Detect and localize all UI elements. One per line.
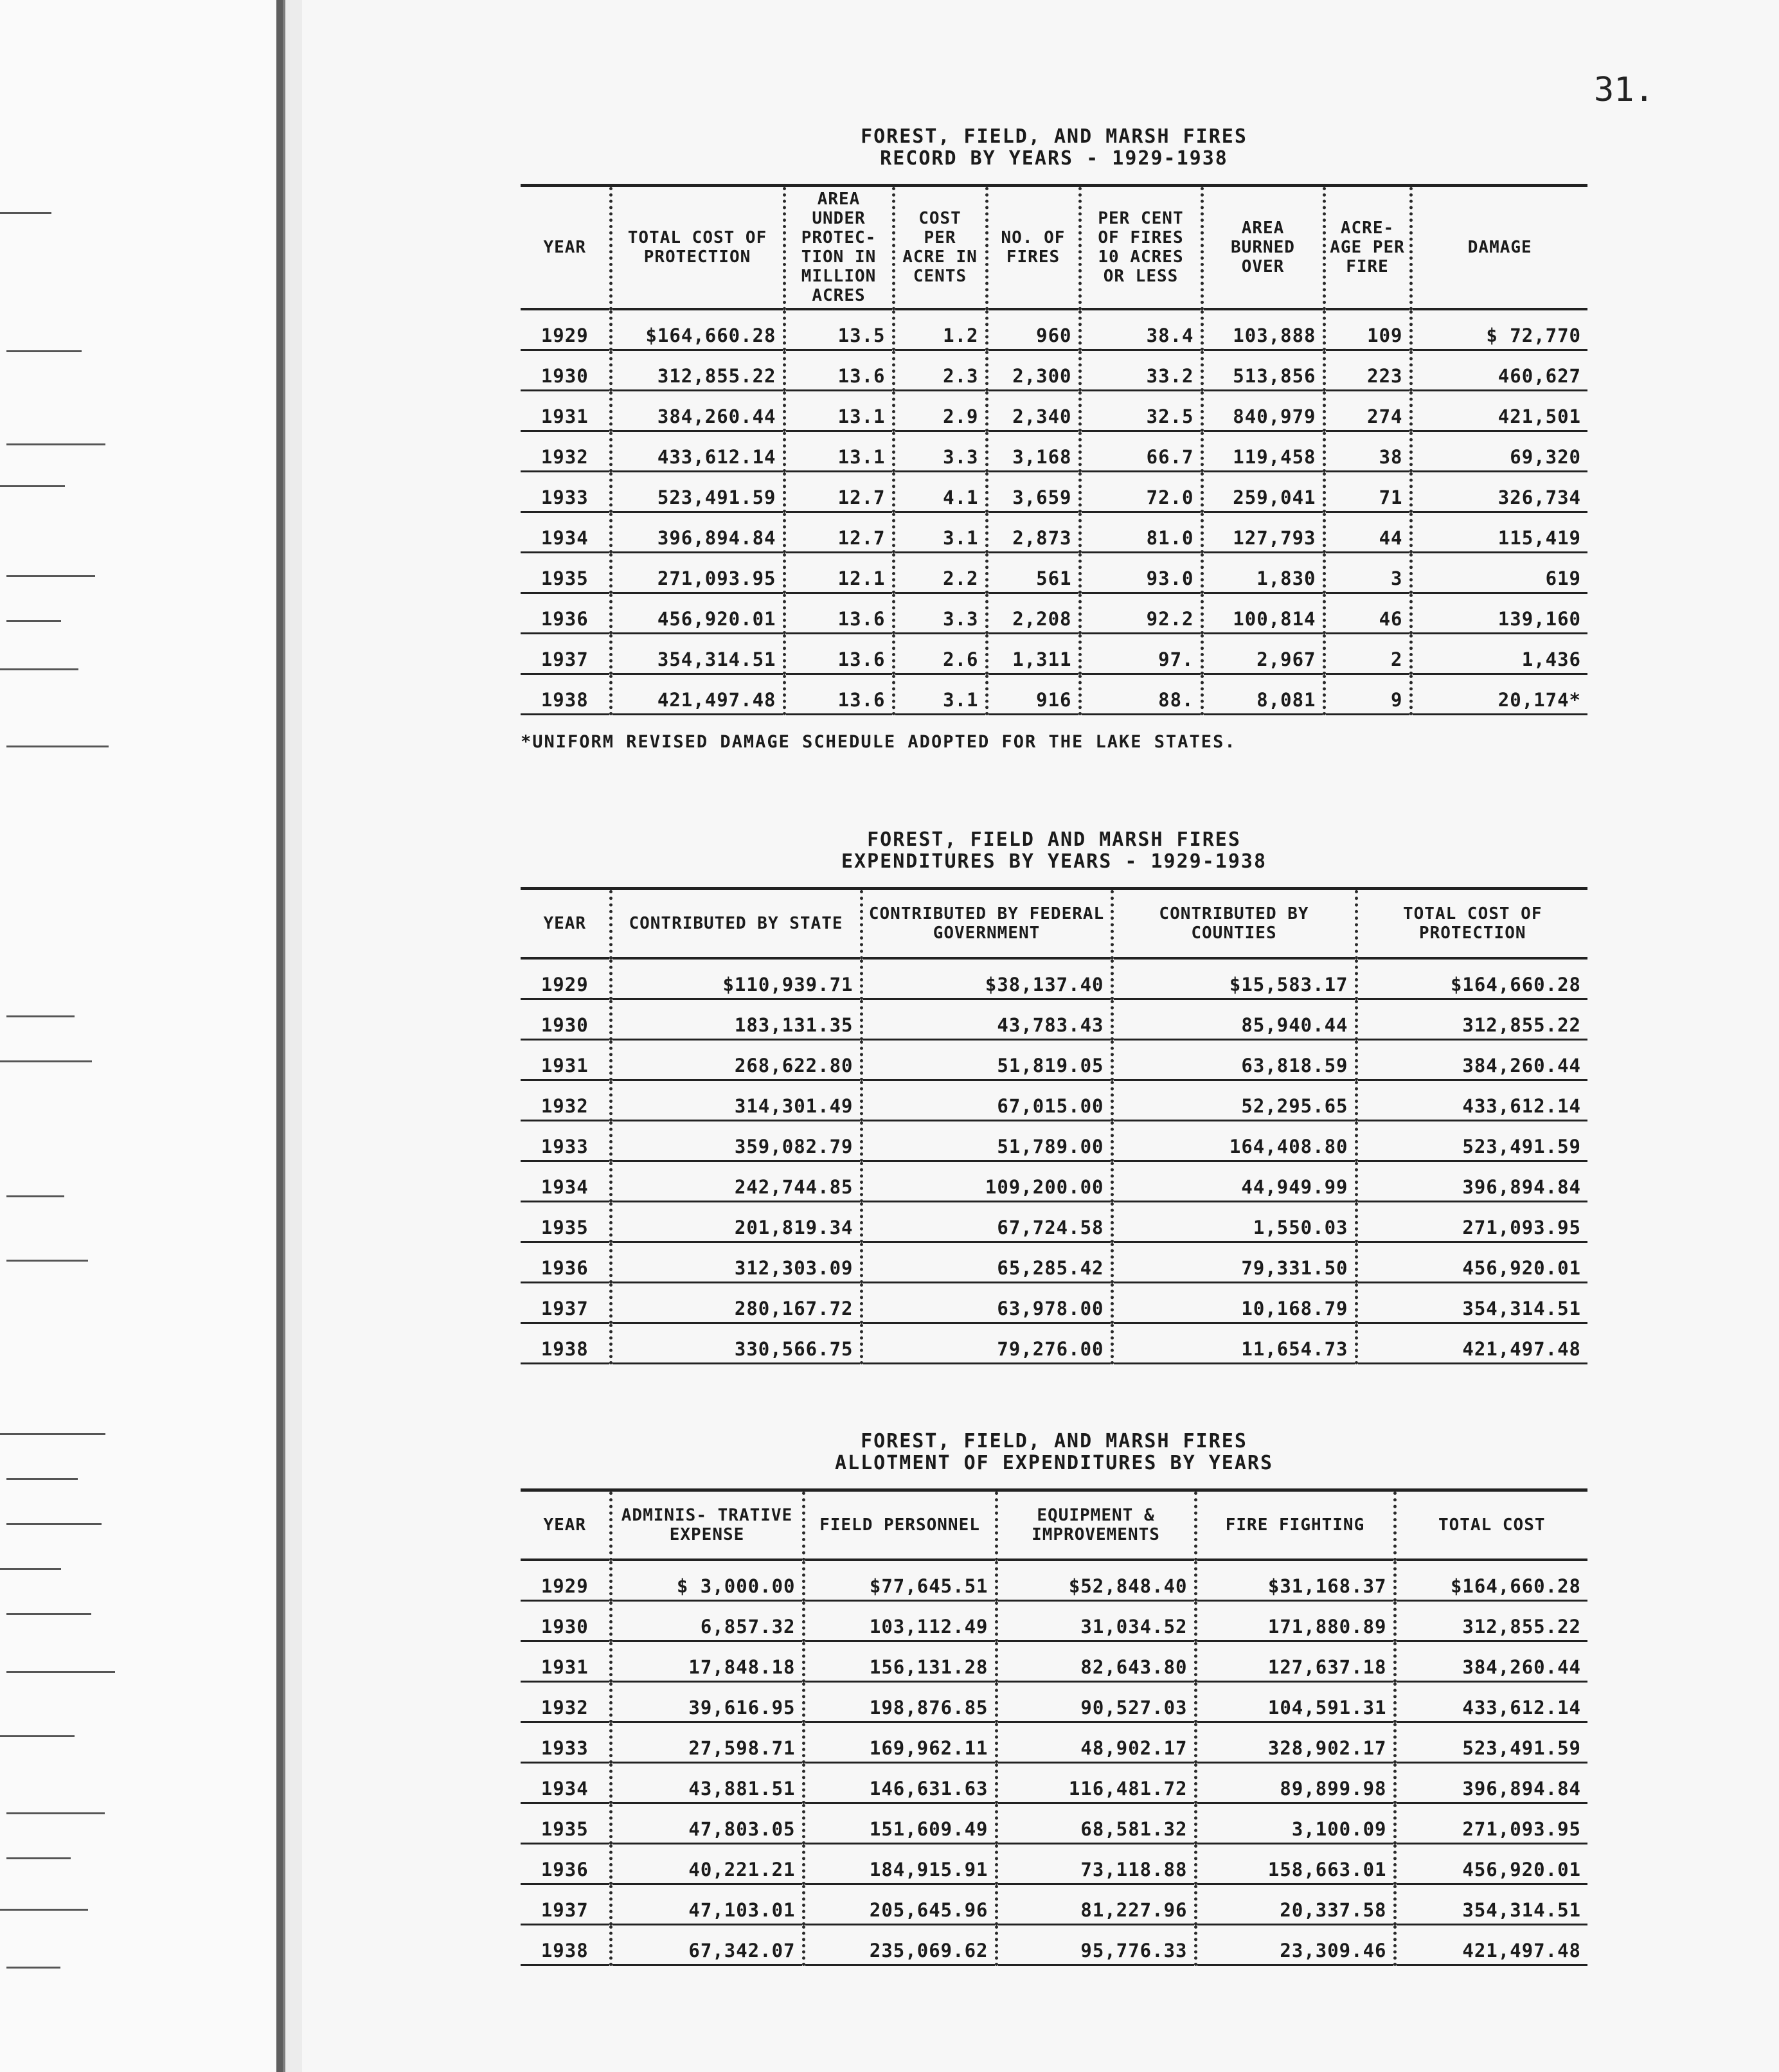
table-row	[521, 958, 1587, 999]
value-cell: 169,962.11	[803, 1722, 996, 1763]
value-cell: 12.1	[784, 553, 893, 593]
value-cell: $77,645.51	[803, 1560, 996, 1601]
value-cell: $ 72,770	[1411, 309, 1587, 350]
value-cell: 89,899.98	[1195, 1763, 1395, 1803]
table-row	[521, 1323, 1587, 1364]
value-cell: 39,616.95	[611, 1682, 803, 1722]
value-cell: 139,160	[1411, 593, 1587, 634]
table-row	[521, 593, 1587, 634]
expenditures-title-line2: EXPENDITURES BY YEARS - 1929-1938	[841, 850, 1267, 873]
value-cell: 460,627	[1411, 350, 1587, 391]
value-cell: 11,654.73	[1112, 1323, 1356, 1364]
value-cell: 268,622.80	[611, 1040, 861, 1080]
expenditures-title-line1: FOREST, FIELD AND MARSH FIRES	[867, 828, 1241, 851]
value-cell: 109	[1324, 309, 1411, 350]
value-cell: 93.0	[1080, 553, 1202, 593]
value-cell: 198,876.85	[803, 1682, 996, 1722]
value-cell: 3,100.09	[1195, 1803, 1395, 1844]
margin-mark	[6, 1671, 115, 1673]
value-cell: 12.7	[784, 512, 893, 553]
value-cell: 156,131.28	[803, 1641, 996, 1682]
value-cell: 3.1	[893, 674, 987, 715]
value-cell: 433,612.14	[1356, 1080, 1587, 1121]
year-cell: 1935	[521, 1803, 611, 1844]
year-cell: 1935	[521, 553, 611, 593]
fire-record-title-line1: FOREST, FIELD, AND MARSH FIRES	[861, 125, 1247, 148]
value-cell: 396,894.84	[611, 512, 784, 553]
margin-mark	[6, 1015, 75, 1017]
value-cell: 116,481.72	[996, 1763, 1195, 1803]
value-cell: 523,491.59	[611, 472, 784, 512]
table2-header-row	[521, 889, 1587, 959]
value-cell: 44,949.99	[1112, 1161, 1356, 1202]
allotment-table	[521, 1488, 1587, 1966]
table-row	[521, 391, 1587, 431]
year-cell: 1936	[521, 1844, 611, 1884]
year-cell: 1935	[521, 1202, 611, 1242]
margin-mark	[0, 212, 51, 214]
allotment-title	[521, 1431, 1587, 1474]
margin-mark	[6, 350, 82, 352]
table-row	[521, 1722, 1587, 1763]
year-cell: 1930	[521, 350, 611, 391]
value-cell: 4.1	[893, 472, 987, 512]
table1-col-header: AREA UNDER PROTEC- TION IN MILLION ACRES	[784, 186, 893, 310]
table1-col-header: TOTAL COST OF PROTECTION	[611, 186, 784, 310]
value-cell: 916	[987, 674, 1080, 715]
table2-col-header: CONTRIBUTED BY COUNTIES	[1112, 889, 1356, 959]
value-cell: 43,881.51	[611, 1763, 803, 1803]
value-cell: 2.9	[893, 391, 987, 431]
year-cell: 1933	[521, 1121, 611, 1161]
value-cell: 235,069.62	[803, 1925, 996, 1965]
value-cell: 69,320	[1411, 431, 1587, 472]
value-cell: 65,285.42	[861, 1242, 1112, 1283]
document-page	[302, 0, 1779, 2072]
value-cell: 73,118.88	[996, 1844, 1195, 1884]
table-row	[521, 1202, 1587, 1242]
value-cell: 561	[987, 553, 1080, 593]
value-cell: 3	[1324, 553, 1411, 593]
year-cell: 1934	[521, 1161, 611, 1202]
value-cell: 92.2	[1080, 593, 1202, 634]
margin-mark	[6, 746, 109, 747]
fire-record-title	[521, 126, 1587, 170]
table3-col-header: ADMINIS- TRATIVE EXPENSE	[611, 1490, 803, 1560]
value-cell: 13.6	[784, 350, 893, 391]
table1-header-row	[521, 186, 1587, 310]
table-row	[521, 553, 1587, 593]
value-cell: $52,848.40	[996, 1560, 1195, 1601]
value-cell: 38	[1324, 431, 1411, 472]
value-cell: 456,920.01	[1356, 1242, 1587, 1283]
value-cell: 354,314.51	[1356, 1283, 1587, 1323]
value-cell: 960	[987, 309, 1080, 350]
expenditures-section	[521, 829, 1587, 1364]
margin-mark	[6, 575, 95, 577]
table-row	[521, 512, 1587, 553]
value-cell: 312,855.22	[1395, 1601, 1587, 1641]
value-cell: 456,920.01	[611, 593, 784, 634]
table-row	[521, 1844, 1587, 1884]
margin-mark	[0, 668, 78, 670]
value-cell: 103,888	[1202, 309, 1324, 350]
value-cell: 3.3	[893, 593, 987, 634]
table3-col-header: YEAR	[521, 1490, 611, 1560]
value-cell: 8,081	[1202, 674, 1324, 715]
value-cell: 38.4	[1080, 309, 1202, 350]
table-row	[521, 350, 1587, 391]
margin-mark	[0, 1735, 75, 1737]
value-cell: 27,598.71	[611, 1722, 803, 1763]
value-cell: 384,260.44	[611, 391, 784, 431]
table-row	[521, 1884, 1587, 1925]
table-row	[521, 999, 1587, 1040]
value-cell: 242,744.85	[611, 1161, 861, 1202]
value-cell: 158,663.01	[1195, 1844, 1395, 1884]
margin-mark	[6, 1613, 91, 1615]
value-cell: 6,857.32	[611, 1601, 803, 1641]
value-cell: 13.1	[784, 391, 893, 431]
value-cell: 104,591.31	[1195, 1682, 1395, 1722]
value-cell: 51,819.05	[861, 1040, 1112, 1080]
table-row	[521, 1601, 1587, 1641]
value-cell: 13.5	[784, 309, 893, 350]
value-cell: 280,167.72	[611, 1283, 861, 1323]
table1-col-header: AREA BURNED OVER	[1202, 186, 1324, 310]
value-cell: 13.6	[784, 634, 893, 674]
table1-col-header: ACRE- AGE PER FIRE	[1324, 186, 1411, 310]
table-row	[521, 1763, 1587, 1803]
value-cell: 274	[1324, 391, 1411, 431]
year-cell: 1929	[521, 1560, 611, 1601]
fire-record-title-line2: RECORD BY YEARS - 1929-1938	[880, 147, 1228, 170]
value-cell: 2	[1324, 634, 1411, 674]
fire-record-table	[521, 184, 1587, 715]
value-cell: 12.7	[784, 472, 893, 512]
value-cell: 433,612.14	[611, 431, 784, 472]
margin-mark	[6, 1967, 60, 1969]
table-row	[521, 634, 1587, 674]
binding-margin	[0, 0, 285, 2072]
margin-mark	[6, 1523, 102, 1525]
value-cell: 421,497.48	[1395, 1925, 1587, 1965]
year-cell: 1929	[521, 958, 611, 999]
value-cell: 51,789.00	[861, 1121, 1112, 1161]
value-cell: 328,902.17	[1195, 1722, 1395, 1763]
value-cell: 63,818.59	[1112, 1040, 1356, 1080]
value-cell: 205,645.96	[803, 1884, 996, 1925]
year-cell: 1931	[521, 1641, 611, 1682]
value-cell: 384,260.44	[1395, 1641, 1587, 1682]
value-cell: 2.6	[893, 634, 987, 674]
value-cell: 48,902.17	[996, 1722, 1195, 1763]
margin-mark	[6, 1478, 78, 1480]
allotment-title-line2: ALLOTMENT OF EXPENDITURES BY YEARS	[834, 1452, 1274, 1474]
value-cell: 20,337.58	[1195, 1884, 1395, 1925]
table-row	[521, 1682, 1587, 1722]
value-cell: 312,855.22	[1356, 999, 1587, 1040]
value-cell: 359,082.79	[611, 1121, 861, 1161]
value-cell: 10,168.79	[1112, 1283, 1356, 1323]
value-cell: 33.2	[1080, 350, 1202, 391]
value-cell: 164,408.80	[1112, 1121, 1356, 1161]
year-cell: 1933	[521, 472, 611, 512]
value-cell: 840,979	[1202, 391, 1324, 431]
table-row	[521, 309, 1587, 350]
table-row	[521, 1283, 1587, 1323]
table-row	[521, 1803, 1587, 1844]
table3-col-header: FIELD PERSONNEL	[803, 1490, 996, 1560]
value-cell: 95,776.33	[996, 1925, 1195, 1965]
margin-mark	[6, 443, 105, 445]
value-cell: 67,342.07	[611, 1925, 803, 1965]
margin-mark	[0, 1433, 105, 1435]
value-cell: 79,276.00	[861, 1323, 1112, 1364]
value-cell: 31,034.52	[996, 1601, 1195, 1641]
value-cell: 3.1	[893, 512, 987, 553]
year-cell: 1929	[521, 309, 611, 350]
value-cell: 354,314.51	[611, 634, 784, 674]
value-cell: 151,609.49	[803, 1803, 996, 1844]
value-cell: $15,583.17	[1112, 958, 1356, 999]
value-cell: 2,967	[1202, 634, 1324, 674]
table3-col-header: FIRE FIGHTING	[1195, 1490, 1395, 1560]
value-cell: 326,734	[1411, 472, 1587, 512]
value-cell: 68,581.32	[996, 1803, 1195, 1844]
table3-header-row	[521, 1490, 1587, 1560]
year-cell: 1936	[521, 593, 611, 634]
value-cell: 433,612.14	[1395, 1682, 1587, 1722]
value-cell: $31,168.37	[1195, 1560, 1395, 1601]
page-number: 31.	[1594, 71, 1654, 109]
value-cell: 9	[1324, 674, 1411, 715]
allotment-section	[521, 1431, 1587, 1966]
value-cell: 2,300	[987, 350, 1080, 391]
margin-mark	[0, 1060, 92, 1062]
margin-mark	[0, 1909, 88, 1911]
value-cell: 81,227.96	[996, 1884, 1195, 1925]
value-cell: 23,309.46	[1195, 1925, 1395, 1965]
table2-col-header: YEAR	[521, 889, 611, 959]
value-cell: 1,830	[1202, 553, 1324, 593]
year-cell: 1931	[521, 391, 611, 431]
value-cell: 79,331.50	[1112, 1242, 1356, 1283]
table-row	[521, 1161, 1587, 1202]
value-cell: 97.	[1080, 634, 1202, 674]
value-cell: 201,819.34	[611, 1202, 861, 1242]
margin-mark	[6, 1857, 71, 1859]
damage-schedule-footnote: *UNIFORM REVISED DAMAGE SCHEDULE ADOPTED FOR THE LAKE STATES.	[521, 732, 1237, 752]
value-cell: 3,168	[987, 431, 1080, 472]
value-cell: 396,894.84	[1395, 1763, 1587, 1803]
value-cell: 223	[1324, 350, 1411, 391]
table-row	[521, 674, 1587, 715]
value-cell: 271,093.95	[1356, 1202, 1587, 1242]
value-cell: 100,814	[1202, 593, 1324, 634]
binding-crease	[276, 0, 283, 2072]
value-cell: 1,550.03	[1112, 1202, 1356, 1242]
value-cell: $38,137.40	[861, 958, 1112, 999]
table-row	[521, 431, 1587, 472]
value-cell: 2,873	[987, 512, 1080, 553]
table2-col-header: CONTRIBUTED BY FEDERAL GOVERNMENT	[861, 889, 1112, 959]
value-cell: 523,491.59	[1356, 1121, 1587, 1161]
adjacent-page-marks	[0, 0, 270, 2072]
value-cell: 66.7	[1080, 431, 1202, 472]
year-cell: 1931	[521, 1040, 611, 1080]
value-cell: 523,491.59	[1395, 1722, 1587, 1763]
year-cell: 1934	[521, 512, 611, 553]
value-cell: 13.6	[784, 674, 893, 715]
table1-col-header: DAMAGE	[1411, 186, 1587, 310]
value-cell: $164,660.28	[1395, 1560, 1587, 1601]
value-cell: 421,497.48	[1356, 1323, 1587, 1364]
value-cell: $110,939.71	[611, 958, 861, 999]
year-cell: 1938	[521, 1925, 611, 1965]
year-cell: 1937	[521, 634, 611, 674]
value-cell: 115,419	[1411, 512, 1587, 553]
value-cell: 184,915.91	[803, 1844, 996, 1884]
expenditures-table	[521, 887, 1587, 1364]
value-cell: 513,856	[1202, 350, 1324, 391]
value-cell: 619	[1411, 553, 1587, 593]
value-cell: 183,131.35	[611, 999, 861, 1040]
value-cell: 81.0	[1080, 512, 1202, 553]
value-cell: 1,311	[987, 634, 1080, 674]
value-cell: 67,015.00	[861, 1080, 1112, 1121]
value-cell: 47,103.01	[611, 1884, 803, 1925]
value-cell: 312,855.22	[611, 350, 784, 391]
table-row	[521, 1080, 1587, 1121]
year-cell: 1934	[521, 1763, 611, 1803]
margin-mark	[0, 485, 65, 487]
value-cell: 330,566.75	[611, 1323, 861, 1364]
value-cell: 396,894.84	[1356, 1161, 1587, 1202]
value-cell: 71	[1324, 472, 1411, 512]
value-cell: 17,848.18	[611, 1641, 803, 1682]
table-row	[521, 1925, 1587, 1965]
table-row	[521, 1242, 1587, 1283]
value-cell: 271,093.95	[1395, 1803, 1587, 1844]
table-row	[521, 472, 1587, 512]
year-cell: 1930	[521, 1601, 611, 1641]
value-cell: 63,978.00	[861, 1283, 1112, 1323]
value-cell: 52,295.65	[1112, 1080, 1356, 1121]
table-row	[521, 1641, 1587, 1682]
value-cell: 13.1	[784, 431, 893, 472]
margin-mark	[6, 1195, 64, 1197]
value-cell: 40,221.21	[611, 1844, 803, 1884]
year-cell: 1938	[521, 1323, 611, 1364]
table1-col-header: NO. OF FIRES	[987, 186, 1080, 310]
margin-mark	[6, 620, 61, 622]
value-cell: 384,260.44	[1356, 1040, 1587, 1080]
fire-record-section	[521, 126, 1587, 752]
value-cell: 421,501	[1411, 391, 1587, 431]
year-cell: 1937	[521, 1884, 611, 1925]
margin-mark	[6, 1812, 105, 1814]
value-cell: 171,880.89	[1195, 1601, 1395, 1641]
allotment-title-line1: FOREST, FIELD, AND MARSH FIRES	[861, 1430, 1247, 1452]
table3-col-header: EQUIPMENT & IMPROVEMENTS	[996, 1490, 1195, 1560]
year-cell: 1932	[521, 1682, 611, 1722]
value-cell: 103,112.49	[803, 1601, 996, 1641]
year-cell: 1930	[521, 999, 611, 1040]
expenditures-title	[521, 829, 1587, 873]
margin-mark	[0, 1568, 61, 1570]
year-cell: 1938	[521, 674, 611, 715]
value-cell: 2.2	[893, 553, 987, 593]
value-cell: $164,660.28	[611, 309, 784, 350]
value-cell: 67,724.58	[861, 1202, 1112, 1242]
table-row	[521, 1121, 1587, 1161]
table-row	[521, 1040, 1587, 1080]
value-cell: 3.3	[893, 431, 987, 472]
value-cell: 271,093.95	[611, 553, 784, 593]
value-cell: 354,314.51	[1395, 1884, 1587, 1925]
year-cell: 1932	[521, 431, 611, 472]
value-cell: 314,301.49	[611, 1080, 861, 1121]
value-cell: 119,458	[1202, 431, 1324, 472]
value-cell: 44	[1324, 512, 1411, 553]
value-cell: 2,208	[987, 593, 1080, 634]
value-cell: 312,303.09	[611, 1242, 861, 1283]
year-cell: 1936	[521, 1242, 611, 1283]
value-cell: $ 3,000.00	[611, 1560, 803, 1601]
value-cell: $164,660.28	[1356, 958, 1587, 999]
value-cell: 47,803.05	[611, 1803, 803, 1844]
value-cell: 456,920.01	[1395, 1844, 1587, 1884]
value-cell: 2,340	[987, 391, 1080, 431]
value-cell: 146,631.63	[803, 1763, 996, 1803]
value-cell: 85,940.44	[1112, 999, 1356, 1040]
value-cell: 88.	[1080, 674, 1202, 715]
year-cell: 1932	[521, 1080, 611, 1121]
margin-mark	[6, 1260, 88, 1262]
table1-col-header: YEAR	[521, 186, 611, 310]
table2-col-header: TOTAL COST OF PROTECTION	[1356, 889, 1587, 959]
table2-col-header: CONTRIBUTED BY STATE	[611, 889, 861, 959]
table-row	[521, 1560, 1587, 1601]
value-cell: 127,793	[1202, 512, 1324, 553]
value-cell: 20,174*	[1411, 674, 1587, 715]
value-cell: 109,200.00	[861, 1161, 1112, 1202]
value-cell: 72.0	[1080, 472, 1202, 512]
table1-col-header: COST PER ACRE IN CENTS	[893, 186, 987, 310]
value-cell: 259,041	[1202, 472, 1324, 512]
value-cell: 2.3	[893, 350, 987, 391]
value-cell: 82,643.80	[996, 1641, 1195, 1682]
value-cell: 13.6	[784, 593, 893, 634]
year-cell: 1937	[521, 1283, 611, 1323]
value-cell: 32.5	[1080, 391, 1202, 431]
value-cell: 421,497.48	[611, 674, 784, 715]
table1-col-header: PER CENT OF FIRES 10 ACRES OR LESS	[1080, 186, 1202, 310]
value-cell: 1.2	[893, 309, 987, 350]
value-cell: 127,637.18	[1195, 1641, 1395, 1682]
value-cell: 90,527.03	[996, 1682, 1195, 1722]
value-cell: 43,783.43	[861, 999, 1112, 1040]
value-cell: 3,659	[987, 472, 1080, 512]
year-cell: 1933	[521, 1722, 611, 1763]
value-cell: 46	[1324, 593, 1411, 634]
table3-col-header: TOTAL COST	[1395, 1490, 1587, 1560]
value-cell: 1,436	[1411, 634, 1587, 674]
